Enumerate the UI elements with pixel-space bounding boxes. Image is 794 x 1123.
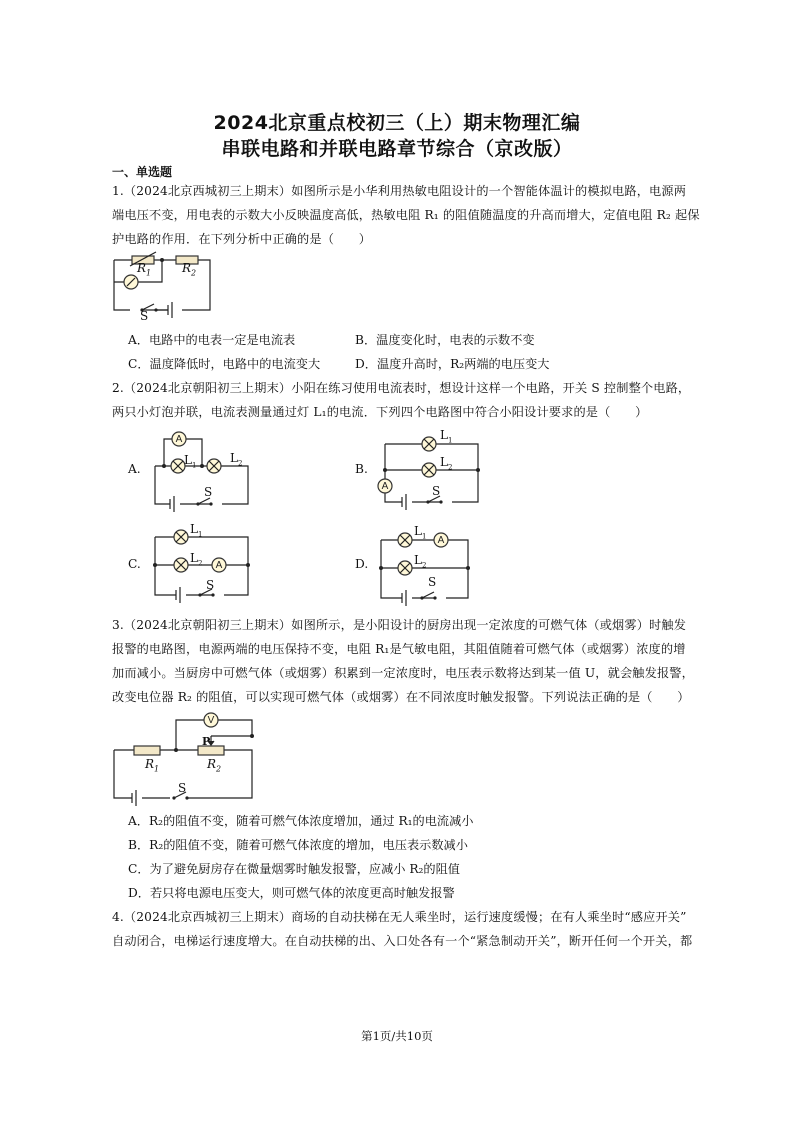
q1-r1-label: $R_1$: [137, 261, 152, 278]
q2c-ammeter-icon: [212, 558, 226, 572]
q1-meter-icon: [124, 275, 138, 289]
q2c-lamp-l1-icon: [174, 530, 188, 544]
q3-line-1: 3.（2024北京朝阳初三上期末）如图所示，是小阳设计的厨房出现一定浓度的可燃气体（或烟雾）时触发: [112, 618, 687, 632]
q4-line-1: 4.（2024北京西城初三上期末）商场的自动扶梯在无人乘坐时，运行速度缓慢；在有人乘坐时“感应开关”: [112, 910, 687, 924]
q1-circuit-diagram: [112, 252, 222, 322]
document-title: 2024北京重点校初三（上）期末物理汇编: [213, 112, 581, 134]
q2d-ammeter-icon: [434, 533, 448, 547]
q2a-l1-label: $L_1$: [184, 453, 197, 470]
svg-text:V: V: [207, 715, 215, 726]
q2c-lamp-l2-icon: [174, 558, 188, 572]
q3-circuit-diagram: [112, 710, 272, 805]
page-footer: 第1页/共10页: [361, 1029, 433, 1043]
svg-text:A: A: [381, 481, 389, 492]
svg-text:A: A: [215, 560, 223, 571]
q2b-switch-label: S: [432, 484, 441, 498]
q2c-l1-label: $L_1$: [190, 522, 203, 539]
q2-circuit-d: [378, 528, 478, 608]
q1-option-d[interactable]: D．温度升高时，R₂两端的电压变大: [355, 357, 550, 371]
q2d-l1-label: $L_1$: [414, 524, 427, 541]
q3-gas-sensor-r1: [134, 746, 160, 755]
q2-option-d[interactable]: D.: [355, 557, 369, 571]
q2c-switch-label: S: [206, 578, 215, 592]
q2a-ammeter-icon: [172, 432, 186, 446]
q2a-lamp-l1-icon: [171, 459, 185, 473]
q2c-l2-label: $L_2$: [190, 551, 203, 568]
q2-line-2: 两只小灯泡并联，电流表测量通过灯 L₁的电流．下列四个电路图中符合小阳设计要求的是（ ）: [112, 405, 648, 419]
svg-text:A: A: [437, 535, 445, 546]
q3-line-2: 报警的电路图，电源两端的电压保持不变，电阻 R₁是气敏电阻，其阻值随着可燃气体（或烟雾）浓度的增: [112, 642, 686, 656]
q2-option-a[interactable]: A.: [128, 462, 141, 476]
q1-r2-label: $R_2$: [182, 261, 197, 278]
q2-circuit-c: [152, 525, 262, 605]
q3-slider-label: P: [202, 735, 211, 748]
q3-option-d[interactable]: D．若只将电源电压变大，则可燃气体的浓度更高时触发报警: [128, 886, 455, 900]
section-heading: 一、单选题: [112, 165, 173, 179]
q2a-switch-label: S: [204, 485, 213, 499]
q1-option-b[interactable]: B．温度变化时，电表的示数不变: [355, 333, 535, 347]
q1-option-c[interactable]: C．温度降低时，电路中的电流变大: [128, 357, 321, 371]
q2b-lamp-l2-icon: [422, 463, 436, 477]
q3-option-b[interactable]: B．R₂的阻值不变，随着可燃气体浓度的增加，电压表示数减小: [128, 838, 468, 852]
q1-switch-label: S: [140, 309, 149, 323]
q2b-l2-label: $L_2$: [440, 455, 453, 472]
q1-line-1: 1.（2024北京西城初三上期末）如图所示是小华利用热敏电阻设计的一个智能体温计的模拟电路，电源两: [112, 184, 687, 198]
q2a-l2-label: $L_2$: [230, 451, 243, 468]
q2d-lamp-l2-icon: [398, 561, 412, 575]
q1-line-3: 护电路的作用．在下列分析中正确的是（ ）: [112, 232, 372, 246]
q1-line-2: 端电压不变，用电表的示数大小反映温度高低，热敏电阻 R₁ 的阻值随温度的升高而增大，定值电阻 R₂ 起保: [112, 208, 700, 222]
q2-circuit-b: [380, 432, 490, 512]
q2d-l2-label: $L_2$: [414, 553, 427, 570]
svg-text:A: A: [175, 434, 183, 445]
q2-line-1: 2.（2024北京朝阳初三上期末）小阳在练习使用电流表时，想设计这样一个电路，开关 S 控制整个电路，: [112, 381, 691, 395]
q2b-ammeter-icon: [378, 479, 392, 493]
q2b-lamp-l1-icon: [422, 437, 436, 451]
q3-switch-label: S: [178, 781, 187, 795]
q2-option-b[interactable]: B.: [355, 462, 368, 476]
q1-option-a[interactable]: A．电路中的电表一定是电流表: [128, 333, 296, 347]
q4-line-2: 自动闭合，电梯运行速度增大。在自动扶梯的出、入口处各有一个“紧急制动开关”，断开任何一个开关，都: [112, 934, 693, 948]
q3-r2-label: $R_2$: [207, 757, 222, 774]
q3-option-a[interactable]: A．R₂的阻值不变，随着可燃气体浓度增加，通过 R₁的电流减小: [128, 814, 474, 828]
q3-line-4: 改变电位器 R₂ 的阻值，可以实现可燃气体（或烟雾）在不同浓度时触发报警。下列说法正确的是（ ）: [112, 690, 690, 704]
q2a-lamp-l2-icon: [207, 459, 221, 473]
q2d-switch-label: S: [428, 575, 437, 589]
q3-line-3: 加而减小。当厨房中可燃气体（或烟雾）积累到一定浓度时，电压表示数将达到某一值 U，就会触发报警，: [112, 666, 694, 680]
q2-option-c[interactable]: C.: [128, 557, 141, 571]
q3-voltmeter-icon: [204, 713, 218, 727]
q3-option-c[interactable]: C．为了避免厨房存在微量烟雾时触发报警，应减小 R₂的阻值: [128, 862, 460, 876]
q2b-l1-label: $L_1$: [440, 428, 453, 445]
q3-r1-label: $R_1$: [145, 757, 160, 774]
q2d-lamp-l1-icon: [398, 533, 412, 547]
document-subtitle: 串联电路和并联电路章节综合（京改版）: [221, 138, 573, 160]
